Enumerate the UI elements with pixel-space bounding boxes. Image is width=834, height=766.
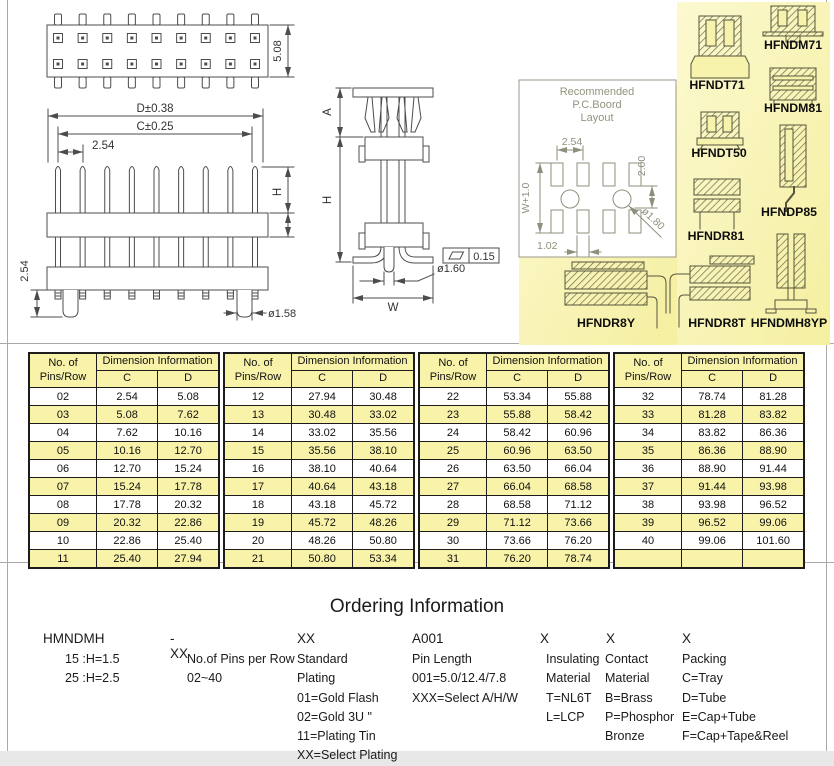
dimension-cell: 02 xyxy=(29,388,97,406)
dimension-cell: 35.56 xyxy=(292,442,353,460)
dimension-cell: 33 xyxy=(614,406,682,424)
dimension-row xyxy=(29,550,219,569)
col-header-dimension: Dimension Information xyxy=(487,353,610,371)
dimension-cell: 99.06 xyxy=(743,514,804,532)
dimension-row xyxy=(419,388,609,406)
dimension-cell: 35.56 xyxy=(353,424,414,442)
dimension-row xyxy=(224,550,414,569)
dimension-row xyxy=(29,496,219,514)
dimension-row xyxy=(29,388,219,406)
dim-front-c: C±0.25 xyxy=(136,121,174,133)
pcb-title-line2: P.C.Boord xyxy=(572,99,622,111)
dimension-cell: 10 xyxy=(29,532,97,550)
dimension-cell: 17.78 xyxy=(158,478,219,496)
dimension-cell: 28 xyxy=(419,496,487,514)
dim-front-peg-length: 2.54 xyxy=(19,260,31,282)
ordering-line: Plating xyxy=(297,671,336,686)
ordering-line: 11=Plating Tin xyxy=(297,729,376,744)
dimension-cell: 39 xyxy=(614,514,682,532)
dimension-cell: 78.74 xyxy=(548,550,609,569)
dimension-cell: 27 xyxy=(419,478,487,496)
dimension-cell: 27.94 xyxy=(292,388,353,406)
ordering-code: - XX xyxy=(170,631,189,661)
col-header-c: C xyxy=(292,371,353,388)
dimension-row xyxy=(614,460,804,478)
dimension-cell: 12.70 xyxy=(97,460,158,478)
ordering-line: 02=Gold 3U " xyxy=(297,709,372,724)
ordering-line: Bronze xyxy=(605,729,645,744)
dimension-cell: 07 xyxy=(29,478,97,496)
dimension-cell: 25.40 xyxy=(158,532,219,550)
dimension-cell: 63.50 xyxy=(548,442,609,460)
product-label: HFNDT50 xyxy=(691,146,747,160)
dimension-row xyxy=(614,442,804,460)
product-label: HFNDR8Y xyxy=(576,316,636,330)
dimension-cell xyxy=(682,550,743,569)
dimension-cell: 7.62 xyxy=(97,424,158,442)
dimension-cell: 7.62 xyxy=(158,406,219,424)
dimension-cell: 101.60 xyxy=(743,532,804,550)
flatness-value: 0.15 xyxy=(473,251,495,263)
dimension-row xyxy=(419,406,609,424)
dimension-cell: 18 xyxy=(224,496,292,514)
dimension-cell: 96.52 xyxy=(682,514,743,532)
pcb-title-line1: Recommended xyxy=(559,86,635,98)
dimension-row xyxy=(419,550,609,569)
dimension-cell: 88.90 xyxy=(743,442,804,460)
dimension-cell: 22.86 xyxy=(97,532,158,550)
ordering-line: 25 :H=2.5 xyxy=(65,671,120,686)
dimension-cell: 29 xyxy=(419,514,487,532)
dim-front-d: D±0.38 xyxy=(136,103,174,115)
ordering-line: B=Brass xyxy=(605,690,653,705)
ordering-line: T=NL6T xyxy=(546,690,592,705)
ordering-code: X xyxy=(540,631,550,646)
ordering-line: Packing xyxy=(682,652,727,666)
ordering-line: No.of Pins per Row xyxy=(187,652,295,666)
dimension-cell: 60.96 xyxy=(487,442,548,460)
dimension-cell: 40.64 xyxy=(353,460,414,478)
ordering-line: Pin Length xyxy=(412,652,472,666)
col-header-dimension: Dimension Information xyxy=(292,353,415,371)
dimension-cell: 20.32 xyxy=(158,496,219,514)
dimension-cell: 73.66 xyxy=(548,514,609,532)
dimension-cell: 76.20 xyxy=(548,532,609,550)
dimension-cell: 66.04 xyxy=(487,478,548,496)
dimension-row xyxy=(614,496,804,514)
dimension-cell: 68.58 xyxy=(487,496,548,514)
dimension-cell: 33.02 xyxy=(353,406,414,424)
dimension-cell: 43.18 xyxy=(353,478,414,496)
dimension-row xyxy=(224,442,414,460)
dimension-cell: 55.88 xyxy=(548,388,609,406)
ordering-line: D=Tube xyxy=(682,690,727,705)
dim-front-h: H xyxy=(272,187,284,197)
dimension-cell: 26 xyxy=(419,460,487,478)
dimension-row xyxy=(29,442,219,460)
pcb-title-line3: Layout xyxy=(580,112,614,124)
ordering-code: XX xyxy=(297,631,316,646)
dimension-cell: 22 xyxy=(419,388,487,406)
ordering-line: XX=Select Plating xyxy=(297,748,398,763)
dimension-cell: 17 xyxy=(224,478,292,496)
dimension-cell: 30.48 xyxy=(292,406,353,424)
dimension-cell: 2.54 xyxy=(97,388,158,406)
ordering-code: X xyxy=(682,631,692,646)
dimension-row xyxy=(419,532,609,550)
dimension-cell: 38.10 xyxy=(292,460,353,478)
dimension-cell: 81.28 xyxy=(682,406,743,424)
dimension-cell: 58.42 xyxy=(548,406,609,424)
dimension-cell: 35 xyxy=(614,442,682,460)
dimension-cell: 40.64 xyxy=(292,478,353,496)
dimension-cell: 76.20 xyxy=(487,550,548,569)
dimension-cell: 91.44 xyxy=(682,478,743,496)
product-label: HFNDP85 xyxy=(760,205,818,219)
dimension-row xyxy=(29,460,219,478)
dimension-cell: 88.90 xyxy=(682,460,743,478)
dimension-cell: 40 xyxy=(614,532,682,550)
product-label: HFNDR81 xyxy=(687,229,745,243)
dimension-cell: 66.04 xyxy=(548,460,609,478)
dimension-cell: 36 xyxy=(614,460,682,478)
dimension-cell: 50.80 xyxy=(353,532,414,550)
dimension-cell: 13 xyxy=(224,406,292,424)
dimension-cell: 30.48 xyxy=(353,388,414,406)
dimension-cell: 86.36 xyxy=(682,442,743,460)
dimension-cell: 99.06 xyxy=(682,532,743,550)
dim-side-a: A xyxy=(322,108,334,116)
dimension-row xyxy=(29,406,219,424)
dimension-row xyxy=(614,388,804,406)
dimension-cell: 43.18 xyxy=(292,496,353,514)
dimension-cell: 48.26 xyxy=(353,514,414,532)
dimension-row xyxy=(614,514,804,532)
dimension-cell: 09 xyxy=(29,514,97,532)
pcb-dim-width: W+1.0 xyxy=(520,182,532,214)
col-header-pins: No. of Pins/Row xyxy=(29,353,97,388)
dimension-cell: 93.98 xyxy=(682,496,743,514)
ordering-line: Standard xyxy=(297,652,348,666)
dimension-row xyxy=(419,496,609,514)
dimension-cell: 93.98 xyxy=(743,478,804,496)
ordering-line: 001=5.0/12.4/7.8 xyxy=(412,671,507,686)
ordering-line: 02~40 xyxy=(187,671,223,686)
dimension-cell: 15.24 xyxy=(97,478,158,496)
dimension-row xyxy=(224,388,414,406)
dimension-row xyxy=(224,478,414,496)
col-header-c: C xyxy=(682,371,743,388)
dimension-cell: 08 xyxy=(29,496,97,514)
dimension-cell: 15.24 xyxy=(158,460,219,478)
dimension-cell: 12.70 xyxy=(158,442,219,460)
dimension-row xyxy=(29,532,219,550)
dimension-cell: 25 xyxy=(419,442,487,460)
dimension-cell xyxy=(614,550,682,569)
dimension-row xyxy=(614,532,804,550)
dimension-cell: 63.50 xyxy=(487,460,548,478)
ordering-line: Material xyxy=(605,671,650,686)
dimension-cell: 48.26 xyxy=(292,532,353,550)
col-header-pins: No. of Pins/Row xyxy=(419,353,487,388)
dimension-cell: 71.12 xyxy=(548,496,609,514)
dimension-cell: 5.08 xyxy=(158,388,219,406)
dimension-cell: 71.12 xyxy=(487,514,548,532)
dimension-cell: 73.66 xyxy=(487,532,548,550)
dimension-cell: 14 xyxy=(224,424,292,442)
dimension-cell: 15 xyxy=(224,442,292,460)
ordering-code: HMNDMH xyxy=(43,631,105,646)
dimension-cell: 50.80 xyxy=(292,550,353,569)
dimension-row xyxy=(614,478,804,496)
dimension-row xyxy=(224,406,414,424)
dimension-cell: 20.32 xyxy=(97,514,158,532)
dim-side-w: W xyxy=(387,302,399,314)
dimension-cell: 04 xyxy=(29,424,97,442)
col-header-d: D xyxy=(353,371,414,388)
dimension-cell: 83.82 xyxy=(682,424,743,442)
product-label: HFNDM71 xyxy=(763,38,823,52)
dimension-row xyxy=(29,424,219,442)
dimension-cell: 55.88 xyxy=(487,406,548,424)
ordering-line: XXX=Select A/H/W xyxy=(412,690,518,705)
ordering-title: Ordering Information xyxy=(329,596,505,617)
dimension-table xyxy=(418,352,610,569)
dimension-cell: 83.82 xyxy=(743,406,804,424)
product-label: HFNDMH8YP xyxy=(750,316,828,330)
dimension-cell: 32 xyxy=(614,388,682,406)
front-view-stubs xyxy=(55,290,258,299)
dim-top-pitch-height: 5.08 xyxy=(272,40,284,62)
dim-side-pin-dia: ø1.60 xyxy=(437,263,466,275)
dimension-cell: 38 xyxy=(614,496,682,514)
dimension-cell: 27.94 xyxy=(158,550,219,569)
dimension-cell: 53.34 xyxy=(353,550,414,569)
ordering-line: E=Cap+Tube xyxy=(682,709,756,724)
dimension-cell: 5.08 xyxy=(97,406,158,424)
col-header-pins: No. of Pins/Row xyxy=(224,353,292,388)
dimension-cell: 22.86 xyxy=(158,514,219,532)
col-header-d: D xyxy=(743,371,804,388)
dimension-cell: 68.58 xyxy=(548,478,609,496)
dimension-cell: 37 xyxy=(614,478,682,496)
dimension-row xyxy=(614,550,804,569)
dimension-cell: 19 xyxy=(224,514,292,532)
pcb-dim-hole-dia: ø1.80 xyxy=(638,205,667,233)
dimension-cell: 38.10 xyxy=(353,442,414,460)
product-label: HFNDM81 xyxy=(763,101,823,115)
dimension-cell: 11 xyxy=(29,550,97,569)
dim-front-peg-dia: ø1.58 xyxy=(268,308,297,320)
pcb-dim-pad-width: 1.02 xyxy=(537,240,558,252)
dimension-cell: 17.78 xyxy=(97,496,158,514)
pcb-dim-offset: 2.00 xyxy=(636,155,648,177)
ordering-line: 15 :H=1.5 xyxy=(65,652,120,666)
ordering-line: P=Phosphor xyxy=(605,709,675,724)
pcb-dim-pitch: 2.54 xyxy=(561,136,583,148)
dimension-cell: 10.16 xyxy=(158,424,219,442)
ordering-code: A001 xyxy=(412,631,444,646)
dimension-cell: 33.02 xyxy=(292,424,353,442)
dimension-cell xyxy=(743,550,804,569)
dimension-cell: 81.28 xyxy=(743,388,804,406)
dimension-cell: 86.36 xyxy=(743,424,804,442)
dimension-table xyxy=(28,352,220,569)
col-header-d: D xyxy=(548,371,609,388)
dimension-cell: 25.40 xyxy=(97,550,158,569)
dimension-cell: 78.74 xyxy=(682,388,743,406)
ordering-line: Material xyxy=(546,671,591,686)
product-label: HFNDT71 xyxy=(689,78,745,92)
dimension-row xyxy=(224,496,414,514)
dimension-cell: 45.72 xyxy=(292,514,353,532)
dimension-row xyxy=(419,514,609,532)
col-header-c: C xyxy=(97,371,158,388)
ordering-line: Contact xyxy=(605,652,649,666)
dimension-cell: 20 xyxy=(224,532,292,550)
dimension-cell: 16 xyxy=(224,460,292,478)
dimension-table-section xyxy=(28,352,808,569)
dimension-cell: 23 xyxy=(419,406,487,424)
col-header-d: D xyxy=(158,371,219,388)
dimension-cell: 91.44 xyxy=(743,460,804,478)
dimension-cell: 53.34 xyxy=(487,388,548,406)
dimension-cell: 34 xyxy=(614,424,682,442)
dimension-row xyxy=(614,406,804,424)
dimension-cell: 12 xyxy=(224,388,292,406)
dimension-cell: 96.52 xyxy=(743,496,804,514)
dimension-row xyxy=(419,478,609,496)
dimension-cell: 30 xyxy=(419,532,487,550)
dim-side-h: H xyxy=(322,195,334,205)
dimension-cell: 03 xyxy=(29,406,97,424)
dim-front-pitch: 2.54 xyxy=(92,140,115,152)
dimension-row xyxy=(419,424,609,442)
dimension-cell: 10.16 xyxy=(97,442,158,460)
ordering-line: 01=Gold Flash xyxy=(297,690,379,705)
dimension-cell: 06 xyxy=(29,460,97,478)
ordering-code: X xyxy=(606,631,616,646)
dimension-cell: 45.72 xyxy=(353,496,414,514)
dimension-cell: 58.42 xyxy=(487,424,548,442)
dimension-table xyxy=(613,352,805,569)
dimension-row xyxy=(224,514,414,532)
ordering-line: Insulating xyxy=(546,652,600,666)
ordering-line: L=LCP xyxy=(546,709,585,724)
dimension-cell: 05 xyxy=(29,442,97,460)
col-header-c: C xyxy=(487,371,548,388)
dimension-cell: 24 xyxy=(419,424,487,442)
col-header-dimension: Dimension Information xyxy=(97,353,220,371)
dimension-row xyxy=(419,442,609,460)
dimension-cell: 21 xyxy=(224,550,292,569)
dimension-cell: 31 xyxy=(419,550,487,569)
dimension-row xyxy=(224,460,414,478)
dimension-row xyxy=(224,532,414,550)
dimension-row xyxy=(224,424,414,442)
col-header-dimension: Dimension Information xyxy=(682,353,805,371)
dimension-row xyxy=(419,460,609,478)
product-label: HFNDR8T xyxy=(688,316,746,330)
dimension-row xyxy=(614,424,804,442)
ordering-line: C=Tray xyxy=(682,671,723,686)
col-header-pins: No. of Pins/Row xyxy=(614,353,682,388)
dimension-row xyxy=(29,514,219,532)
dimension-table xyxy=(223,352,415,569)
ordering-line: F=Cap+Tape&Reel xyxy=(682,729,789,744)
dimension-row xyxy=(29,478,219,496)
dimension-cell: 60.96 xyxy=(548,424,609,442)
